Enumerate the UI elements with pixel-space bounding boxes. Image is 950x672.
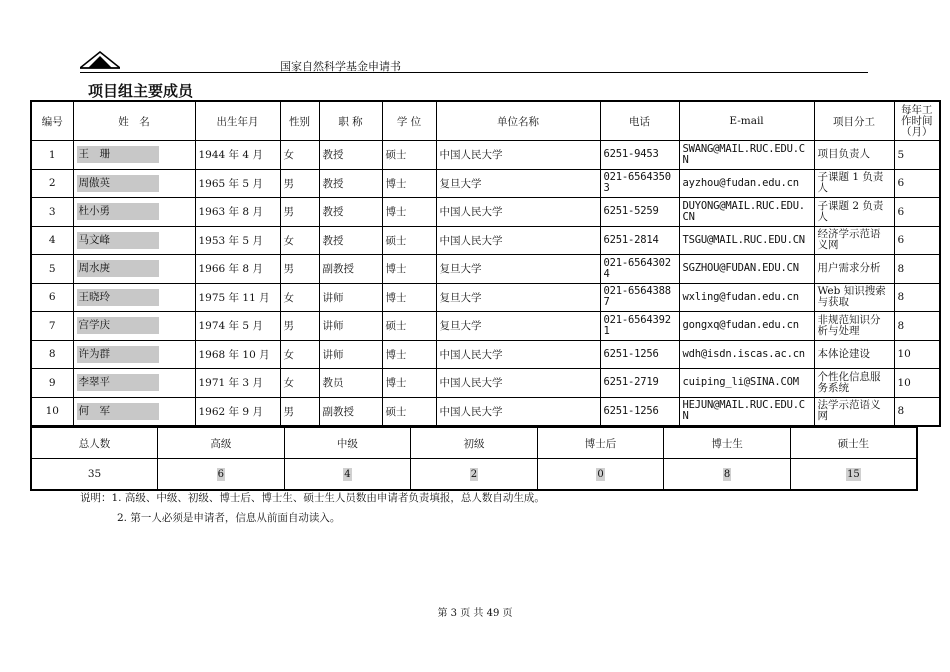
summary-value-postdoc: 0 <box>597 468 604 480</box>
cell-title: 教授 <box>319 169 382 198</box>
cell-role: 子课题 2 负责人 <box>814 198 894 227</box>
summary-label-phd: 博士生 <box>664 428 791 459</box>
cell-birth: 1966 年 8 月 <box>195 255 280 284</box>
cell-birth: 1971 年 3 月 <box>195 369 280 398</box>
table-header-row <box>31 101 940 141</box>
cell-name-container <box>73 198 195 227</box>
cell-name: 周傲英 <box>77 175 159 192</box>
cell-email: wdh@isdn.iscas.ac.cn <box>679 340 814 369</box>
table-row <box>31 226 940 255</box>
cell-title: 讲师 <box>319 283 382 312</box>
cell-phone: 6251-2814 <box>600 226 679 255</box>
cell-no: 9 <box>31 369 73 398</box>
cell-name-container <box>73 340 195 369</box>
cell-role: 法学示范语义网 <box>814 397 894 426</box>
cell-birth: 1953 年 5 月 <box>195 226 280 255</box>
note-line-1: 说明：1. 高级、中级、初级、博士后、博士生、硕士生人员数由申请者负责填报，总人数自动生成。 <box>80 492 545 504</box>
cell-email: cuiping_li@SINA.COM <box>679 369 814 398</box>
cell-phone: 6251-9453 <box>600 141 679 170</box>
cell-email: HEJUN@MAIL.RUC.EDU.CN <box>679 397 814 426</box>
cell-name: 许为群 <box>77 346 159 363</box>
cell-role: 非规范知识分析与处理 <box>814 312 894 341</box>
cell-role: Web 知识搜索与获取 <box>814 283 894 312</box>
column-header-unit: 单位名称 <box>436 101 600 141</box>
cell-birth: 1944 年 4 月 <box>195 141 280 170</box>
cell-sex: 男 <box>280 198 319 227</box>
cell-name-container <box>73 397 195 426</box>
cell-no: 8 <box>31 340 73 369</box>
cell-role: 经济学示范语义网 <box>814 226 894 255</box>
cell-sex: 女 <box>280 141 319 170</box>
summary-value-phd: 8 <box>723 468 731 480</box>
cell-no: 6 <box>31 283 73 312</box>
cell-name-container <box>73 226 195 255</box>
cell-role: 项目负责人 <box>814 141 894 170</box>
cell-email: wxling@fudan.edu.cn <box>679 283 814 312</box>
cell-title: 副教授 <box>319 255 382 284</box>
summary-value-master: 15 <box>847 468 860 480</box>
summary-value-junior: 2 <box>470 468 478 480</box>
column-header-sex: 性别 <box>280 101 319 141</box>
members-table <box>30 100 941 427</box>
cell-name-container <box>73 169 195 198</box>
document-header-title: 国家自然科学基金申请书 <box>280 60 401 73</box>
cell-phone: 021-65643887 <box>600 283 679 312</box>
cell-unit: 中国人民大学 <box>436 198 600 227</box>
cell-title: 讲师 <box>319 312 382 341</box>
cell-months: 8 <box>894 397 940 426</box>
cell-months: 10 <box>894 369 940 398</box>
cell-title: 副教授 <box>319 397 382 426</box>
cell-title: 教授 <box>319 226 382 255</box>
column-header-email: E-mail <box>679 101 814 141</box>
summary-table <box>30 427 918 491</box>
summary-label-total: 总人数 <box>31 428 158 459</box>
cell-name-container <box>73 369 195 398</box>
column-header-no: 编号 <box>31 101 73 141</box>
cell-unit: 复旦大学 <box>436 255 600 284</box>
cell-title: 讲师 <box>319 340 382 369</box>
summary-value-total: 35 <box>31 459 158 491</box>
cell-months: 6 <box>894 198 940 227</box>
cell-name: 宫学庆 <box>77 317 159 334</box>
cell-degree: 博士 <box>382 369 436 398</box>
cell-phone: 6251-1256 <box>600 397 679 426</box>
table-row <box>31 255 940 284</box>
cell-unit: 中国人民大学 <box>436 369 600 398</box>
cell-months: 8 <box>894 312 940 341</box>
cell-title: 教授 <box>319 198 382 227</box>
table-row <box>31 141 940 170</box>
cell-birth: 1968 年 10 月 <box>195 340 280 369</box>
cell-name: 杜小勇 <box>77 203 159 220</box>
cell-months: 6 <box>894 226 940 255</box>
cell-role: 子课题 1 负责人 <box>814 169 894 198</box>
cell-birth: 1975 年 11 月 <box>195 283 280 312</box>
section-title: 项目组主要成员 <box>88 82 194 100</box>
cell-name: 周水庚 <box>77 260 159 277</box>
cell-phone: 6251-2719 <box>600 369 679 398</box>
column-header-role: 项目分工 <box>814 101 894 141</box>
cell-phone: 6251-5259 <box>600 198 679 227</box>
cell-no: 1 <box>31 141 73 170</box>
cell-role: 本体论建设 <box>814 340 894 369</box>
summary-value-intermediate: 4 <box>344 468 351 480</box>
cell-sex: 男 <box>280 312 319 341</box>
column-header-degree: 学 位 <box>382 101 436 141</box>
summary-value-row <box>31 459 917 491</box>
cell-no: 10 <box>31 397 73 426</box>
cell-name: 王 珊 <box>77 146 159 163</box>
summary-label-postdoc: 博士后 <box>537 428 664 459</box>
summary-label-junior: 初级 <box>411 428 538 459</box>
page-number: 第 3 页 共 49 页 <box>437 608 513 619</box>
cell-sex: 女 <box>280 340 319 369</box>
cell-months: 5 <box>894 141 940 170</box>
cell-degree: 硕士 <box>382 397 436 426</box>
cell-unit: 中国人民大学 <box>436 141 600 170</box>
column-header-phone: 电话 <box>600 101 679 141</box>
cell-title: 教员 <box>319 369 382 398</box>
cell-name: 王晓玲 <box>77 289 159 306</box>
table-row <box>31 369 940 398</box>
summary-label-intermediate: 中级 <box>284 428 411 459</box>
cell-birth: 1962 年 9 月 <box>195 397 280 426</box>
cell-title: 教授 <box>319 141 382 170</box>
cell-phone: 021-65643024 <box>600 255 679 284</box>
table-row <box>31 340 940 369</box>
cell-degree: 博士 <box>382 340 436 369</box>
cell-email: DUYONG@MAIL.RUC.EDU.CN <box>679 198 814 227</box>
cell-degree: 博士 <box>382 283 436 312</box>
table-row <box>31 169 940 198</box>
cell-phone: 6251-1256 <box>600 340 679 369</box>
cell-sex: 女 <box>280 369 319 398</box>
summary-label-senior: 高级 <box>158 428 285 459</box>
cell-name-container <box>73 312 195 341</box>
cell-birth: 1965 年 5 月 <box>195 169 280 198</box>
cell-no: 4 <box>31 226 73 255</box>
cell-unit: 复旦大学 <box>436 283 600 312</box>
cell-months: 10 <box>894 340 940 369</box>
column-header-title: 职 称 <box>319 101 382 141</box>
cell-phone: 021-65643921 <box>600 312 679 341</box>
cell-unit: 中国人民大学 <box>436 397 600 426</box>
cell-role: 个性化信息服务系统 <box>814 369 894 398</box>
cell-degree: 硕士 <box>382 141 436 170</box>
cell-unit: 中国人民大学 <box>436 226 600 255</box>
cell-degree: 博士 <box>382 198 436 227</box>
cell-phone: 021-65643503 <box>600 169 679 198</box>
summary-label-row <box>31 428 917 459</box>
cell-birth: 1974 年 5 月 <box>195 312 280 341</box>
cell-name: 马文峰 <box>77 232 159 249</box>
cell-email: gongxq@fudan.edu.cn <box>679 312 814 341</box>
cell-name: 李翠平 <box>77 374 159 391</box>
cell-name: 何 军 <box>77 403 159 420</box>
cell-sex: 女 <box>280 226 319 255</box>
column-header-months: 每年工作时间（月） <box>894 101 940 141</box>
cell-email: ayzhou@fudan.edu.cn <box>679 169 814 198</box>
cell-sex: 男 <box>280 169 319 198</box>
cell-sex: 男 <box>280 255 319 284</box>
cell-no: 7 <box>31 312 73 341</box>
cell-email: SGZHOU@FUDAN.EDU.CN <box>679 255 814 284</box>
cell-name-container <box>73 141 195 170</box>
summary-label-master: 硕士生 <box>790 428 917 459</box>
cell-no: 2 <box>31 169 73 198</box>
header-divider <box>80 72 868 73</box>
cell-degree: 博士 <box>382 255 436 284</box>
cell-birth: 1963 年 8 月 <box>195 198 280 227</box>
cell-degree: 硕士 <box>382 312 436 341</box>
cell-months: 6 <box>894 169 940 198</box>
cell-unit: 中国人民大学 <box>436 340 600 369</box>
cell-no: 3 <box>31 198 73 227</box>
column-header-birth: 出生年月 <box>195 101 280 141</box>
cell-email: SWANG@MAIL.RUC.EDU.CN <box>679 141 814 170</box>
cell-no: 5 <box>31 255 73 284</box>
cell-sex: 女 <box>280 283 319 312</box>
cell-months: 8 <box>894 255 940 284</box>
table-row <box>31 397 940 426</box>
table-row <box>31 312 940 341</box>
column-header-name: 姓 名 <box>73 101 195 141</box>
cell-degree: 博士 <box>382 169 436 198</box>
cell-role: 用户需求分析 <box>814 255 894 284</box>
cell-months: 8 <box>894 283 940 312</box>
table-row <box>31 283 940 312</box>
cell-unit: 复旦大学 <box>436 312 600 341</box>
cell-email: TSGU@MAIL.RUC.EDU.CN <box>679 226 814 255</box>
cell-degree: 硕士 <box>382 226 436 255</box>
foundation-logo-icon <box>80 50 120 70</box>
summary-value-senior: 6 <box>217 468 225 480</box>
table-row <box>31 198 940 227</box>
cell-sex: 男 <box>280 397 319 426</box>
cell-name-container <box>73 283 195 312</box>
cell-name-container <box>73 255 195 284</box>
note-line-2: 2. 第一人必须是申请者，信息从前面自动读入。 <box>117 512 341 524</box>
cell-unit: 复旦大学 <box>436 169 600 198</box>
